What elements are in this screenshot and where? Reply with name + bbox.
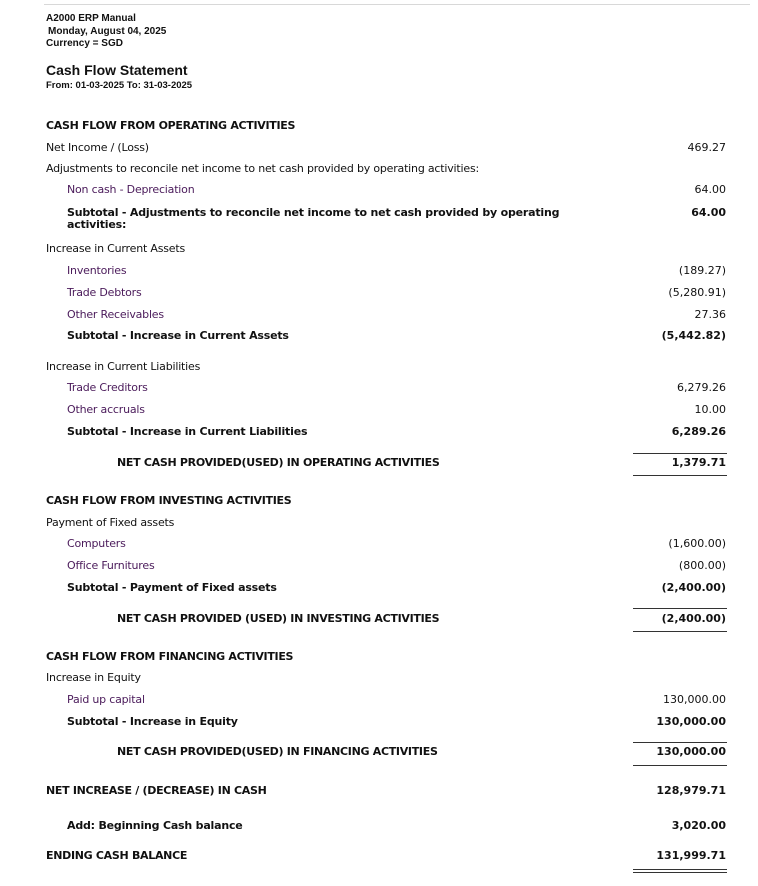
- furnitures-label: Office Furnitures: [67, 559, 155, 572]
- financing-net-value: 130,000.00: [656, 745, 726, 758]
- ending-cash-label: ENDING CASH BALANCE: [46, 849, 188, 862]
- beginning-cash-value: 3,020.00: [671, 819, 726, 832]
- depreciation-row: [0, 183, 758, 199]
- adj-subtotal-label-cont: activities:: [67, 218, 127, 231]
- adj-subtotal-row-cont: [0, 218, 758, 234]
- financing-subtotal-row: [0, 715, 758, 731]
- adjustments-label: Adjustments to reconcile net income to net cash provided by operating activities:: [46, 162, 479, 175]
- beginning-cash-label: Add: Beginning Cash balance: [67, 819, 243, 832]
- computers-value: (1,600.00): [668, 537, 726, 550]
- fixed-assets-row: [0, 516, 758, 532]
- net-increase-label: NET INCREASE / (DECREASE) IN CASH: [46, 784, 267, 797]
- computers-row: [0, 537, 758, 553]
- investing-net-label: NET CASH PROVIDED (USED) IN INVESTING ACTIVITIES: [117, 612, 440, 625]
- net-income-label: Net Income / (Loss): [46, 141, 149, 154]
- depreciation-value: 64.00: [694, 183, 726, 196]
- investing-subtotal-label: Subtotal - Payment of Fixed assets: [67, 581, 277, 594]
- operating-net-value: 1,379.71: [671, 456, 726, 469]
- depreciation-label: Non cash - Depreciation: [67, 183, 195, 196]
- financing-heading-row: [0, 650, 758, 666]
- beginning-cash-row: [0, 819, 758, 835]
- adj-subtotal-label: Subtotal - Adjustments to reconcile net income to net cash provided by operating: [67, 206, 560, 219]
- other-accruals-value: 10.00: [694, 403, 726, 416]
- trade-debtors-label: Trade Debtors: [67, 286, 142, 299]
- liabilities-subtotal-label: Subtotal - Increase in Current Liabilities: [67, 425, 308, 438]
- fixed-assets-label: Payment of Fixed assets: [46, 516, 175, 529]
- operating-heading-row: [0, 119, 758, 135]
- other-receivables-label: Other Receivables: [67, 308, 164, 321]
- report-date: Monday, August 04, 2025: [48, 26, 167, 37]
- investing-net-rule-top: [633, 608, 727, 609]
- paid-up-label: Paid up capital: [67, 693, 145, 706]
- current-liabilities-label: Increase in Current Liabilities: [46, 360, 201, 373]
- top-divider: [44, 4, 750, 5]
- financing-subtotal-value: 130,000.00: [656, 715, 726, 728]
- operating-heading: CASH FLOW FROM OPERATING ACTIVITIES: [46, 119, 296, 132]
- investing-net-row: [0, 612, 758, 628]
- financing-net-row: [0, 745, 758, 761]
- net-increase-row: [0, 784, 758, 800]
- page-title: Cash Flow Statement: [46, 62, 188, 78]
- investing-net-rule-bottom: [633, 631, 727, 632]
- operating-net-rule-top: [633, 453, 727, 454]
- assets-subtotal-row: [0, 329, 758, 345]
- liabilities-subtotal-row: [0, 425, 758, 441]
- inventories-value: (189.27): [678, 264, 726, 277]
- investing-subtotal-value: (2,400.00): [661, 581, 726, 594]
- other-accruals-row: [0, 403, 758, 419]
- operating-net-rule-bottom: [633, 475, 727, 476]
- ending-cash-row: [0, 849, 758, 865]
- investing-subtotal-row: [0, 581, 758, 597]
- financing-heading: CASH FLOW FROM FINANCING ACTIVITIES: [46, 650, 294, 663]
- adj-subtotal-value: 64.00: [691, 206, 726, 219]
- trade-debtors-value: (5,280.91): [668, 286, 726, 299]
- other-receivables-row: [0, 308, 758, 324]
- assets-subtotal-label: Subtotal - Increase in Current Assets: [67, 329, 289, 342]
- other-receivables-value: 27.36: [694, 308, 726, 321]
- net-income-value: 469.27: [687, 141, 726, 154]
- ending-rule-2: [633, 872, 727, 873]
- financing-net-rule-bottom: [633, 765, 727, 766]
- net-increase-value: 128,979.71: [656, 784, 726, 797]
- inventories-row: [0, 264, 758, 280]
- investing-heading: CASH FLOW FROM INVESTING ACTIVITIES: [46, 494, 292, 507]
- company-name: A2000 ERP Manual: [46, 13, 136, 24]
- trade-debtors-row: [0, 286, 758, 302]
- assets-subtotal-value: (5,442.82): [661, 329, 726, 342]
- operating-net-row: [0, 456, 758, 472]
- equity-label: Increase in Equity: [46, 671, 141, 684]
- operating-net-label: NET CASH PROVIDED(USED) IN OPERATING ACTIVITIES: [117, 456, 440, 469]
- currency: Currency = SGD: [46, 38, 123, 49]
- paid-up-value: 130,000.00: [663, 693, 726, 706]
- paid-up-row: [0, 693, 758, 709]
- current-liabilities-row: [0, 360, 758, 376]
- financing-net-label: NET CASH PROVIDED(USED) IN FINANCING ACTIVITIES: [117, 745, 438, 758]
- furnitures-value: (800.00): [678, 559, 726, 572]
- trade-creditors-row: [0, 381, 758, 397]
- liabilities-subtotal-value: 6,289.26: [671, 425, 726, 438]
- ending-cash-value: 131,999.71: [656, 849, 726, 862]
- inventories-label: Inventories: [67, 264, 127, 277]
- equity-row: [0, 671, 758, 687]
- current-assets-label: Increase in Current Assets: [46, 242, 185, 255]
- trade-creditors-value: 6,279.26: [677, 381, 726, 394]
- financing-subtotal-label: Subtotal - Increase in Equity: [67, 715, 238, 728]
- computers-label: Computers: [67, 537, 126, 550]
- adjustments-row: [0, 162, 758, 178]
- net-income-row: [0, 141, 758, 157]
- investing-heading-row: [0, 494, 758, 510]
- current-assets-row: [0, 242, 758, 258]
- financing-net-rule-top: [633, 742, 727, 743]
- date-range: From: 01-03-2025 To: 31-03-2025: [46, 80, 193, 91]
- ending-rule-1: [633, 869, 727, 870]
- furnitures-row: [0, 559, 758, 575]
- other-accruals-label: Other accruals: [67, 403, 145, 416]
- trade-creditors-label: Trade Creditors: [67, 381, 148, 394]
- investing-net-value: (2,400.00): [661, 612, 726, 625]
